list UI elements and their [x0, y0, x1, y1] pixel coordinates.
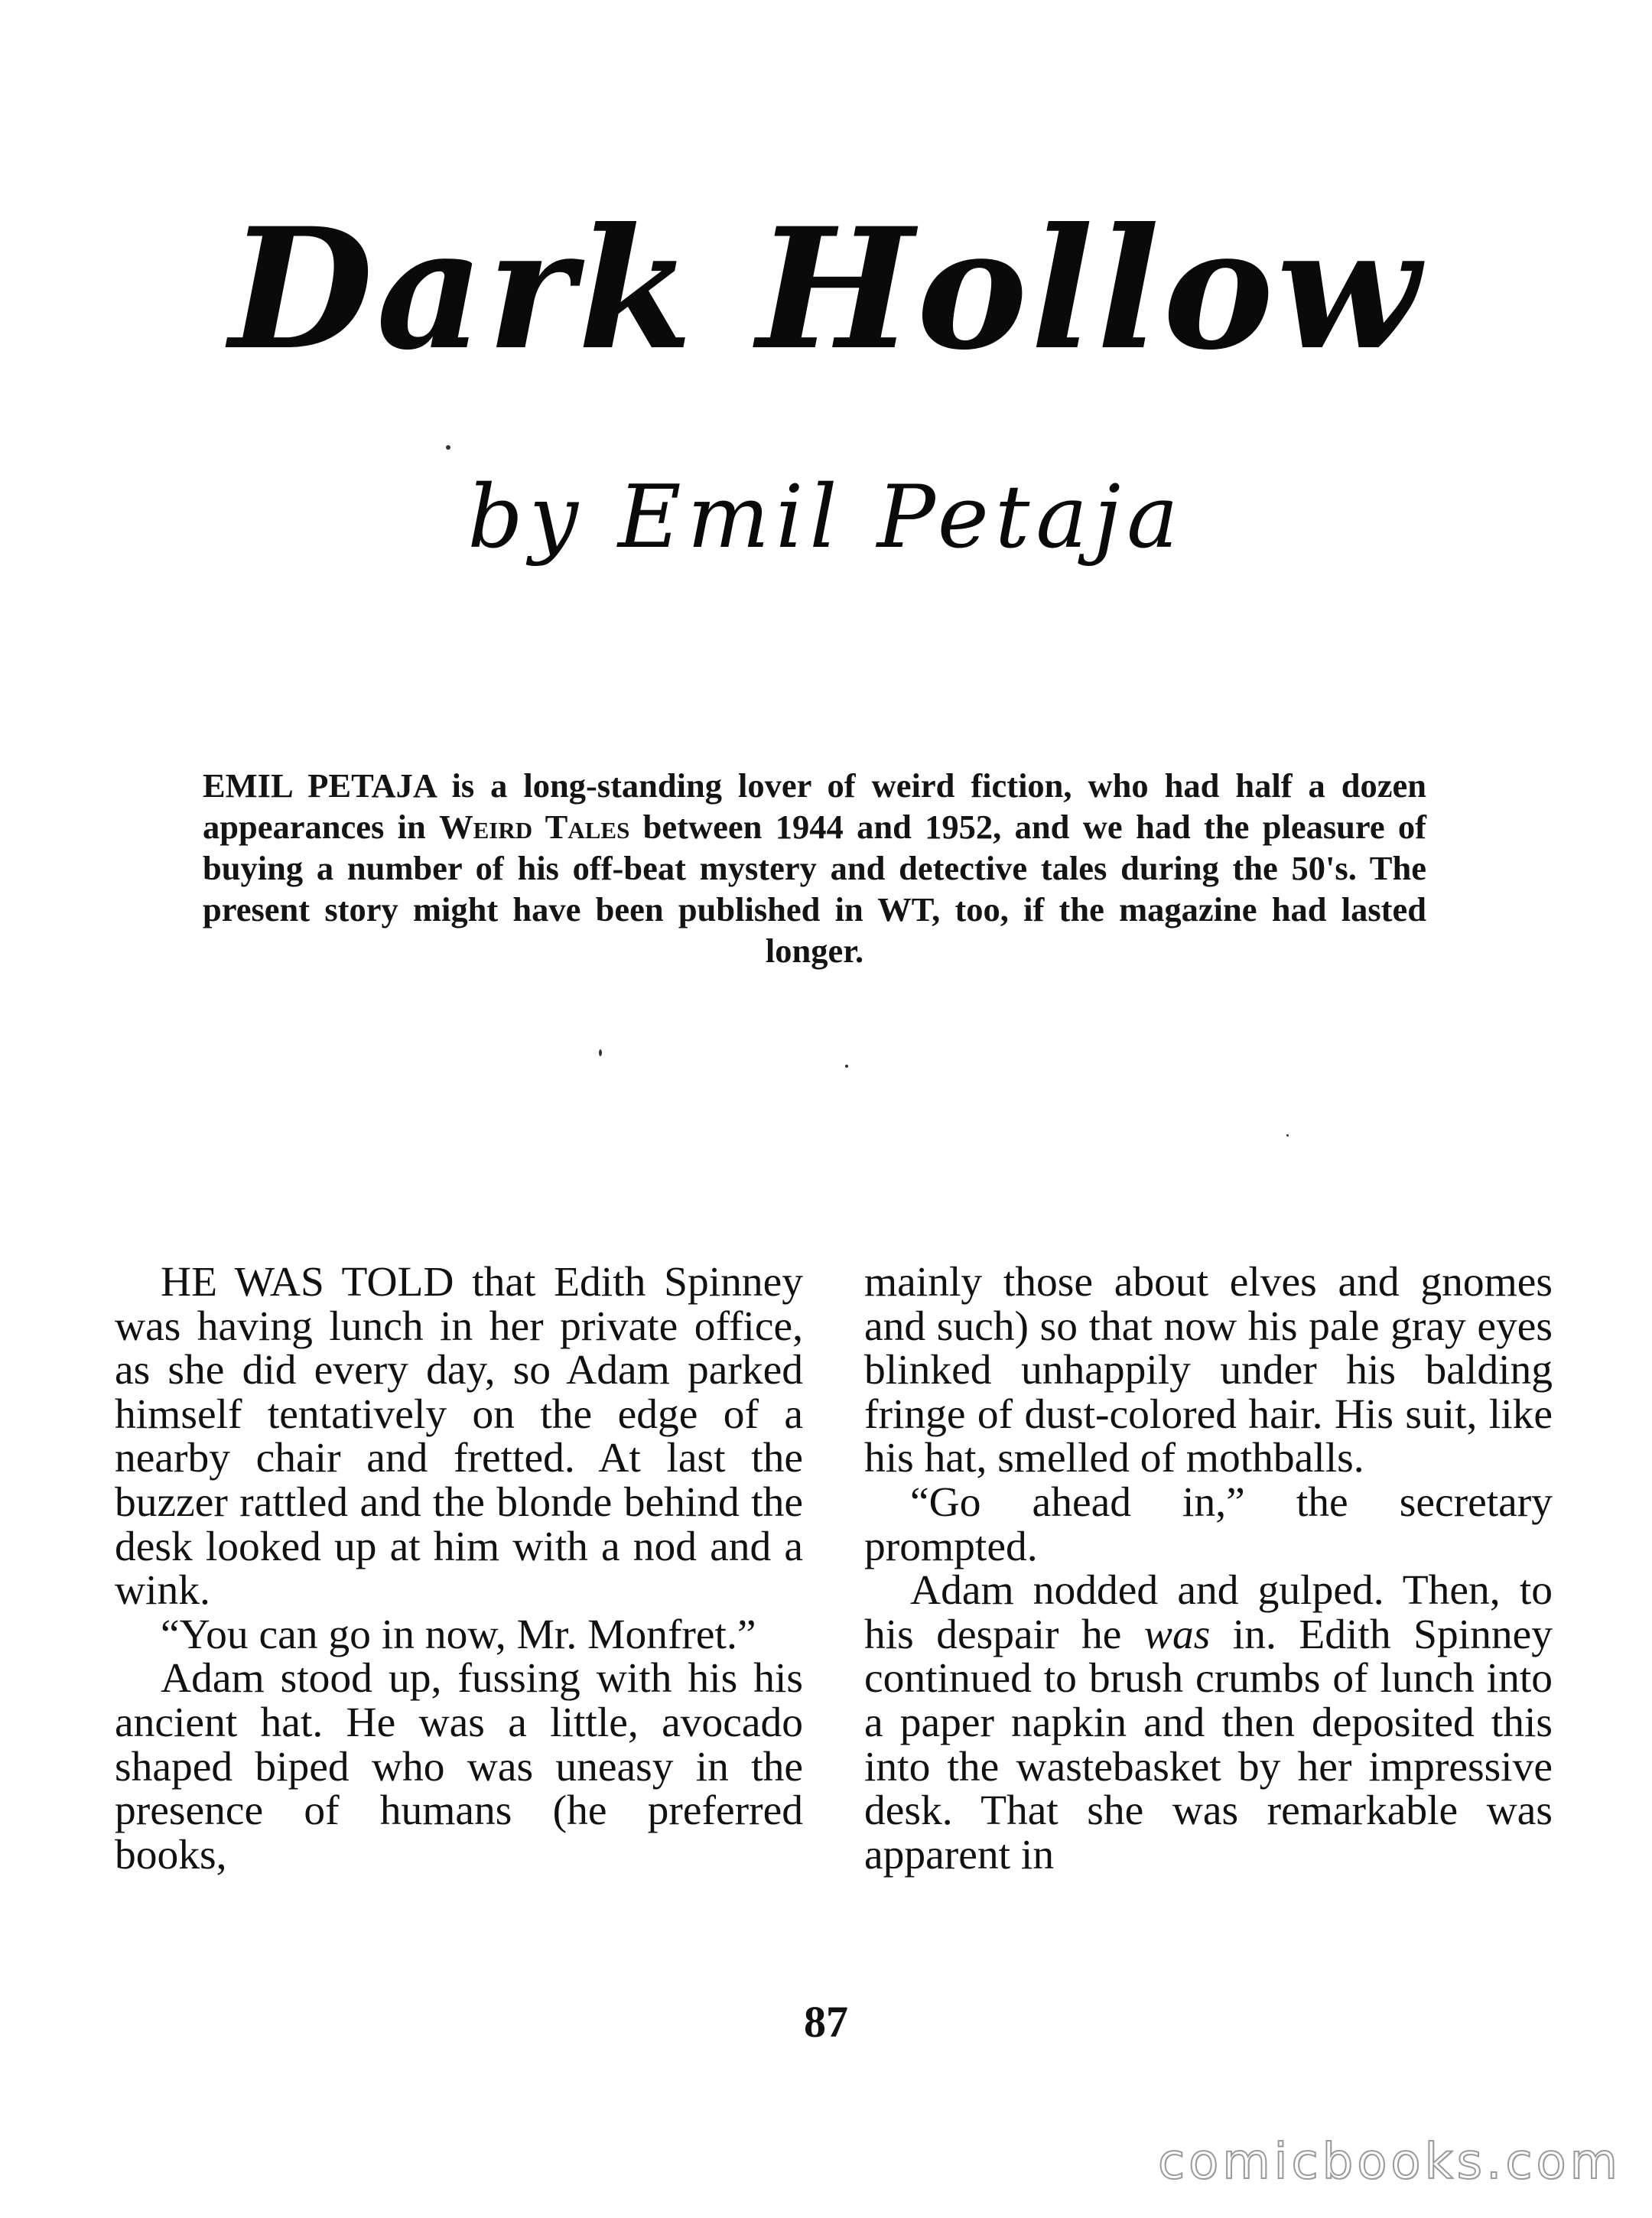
print-speck: [599, 1049, 602, 1056]
body-text: in. Edith Spinney continued to brush crumbs of lunch into a paper napkin and then deposited this into the wastebasket by her impressive desk. That she was remarkable was apparent in: [864, 1611, 1553, 1878]
body-paragraph: HE WAS TOLD that Edith Spinney was having lunch in her private office, as she did every day, so Adam parked himself tentatively on the edge of a nearby chair and fretted. At last the buzzer rattled and the blonde behind the desk looked up at him with a nod and a wink.: [115, 1259, 803, 1615]
body-text: Adam nodded and gulped. Then, to his despair he: [864, 1567, 1553, 1658]
print-speck: [845, 1065, 848, 1068]
print-speck: [1286, 1134, 1289, 1137]
body-column-left: [115, 1260, 803, 1877]
body-paragraph: “You can go in now, Mr. Monfret.”: [161, 1611, 756, 1658]
intro-text-start: EMIL PETAJA is a long-standing lover of weird fiction, who had half a dozen appearances in: [203, 766, 1426, 846]
story-title: Dark Hollow: [229, 192, 1423, 387]
watermark: comicbooks.com: [1157, 2134, 1621, 2190]
body-paragraph: [864, 1569, 1553, 1877]
print-speck: [446, 445, 450, 450]
page-number: 87: [804, 1997, 848, 2047]
body-paragraph-continued: mainly those about elves and gnomes and such) so that now his pale gray eyes blinked unhappily under his balding fringe of dust-colored hair. His suit, like his hat, smelled of mothballs.: [864, 1259, 1553, 1482]
intro-text-end: between 1944 and 1952, and we had the pleasure of buying a number of his off-beat mystery and detective tales during the 50's. The present story might have been published in WT, too, if the magazine had lasted longer.: [203, 808, 1426, 970]
emphasized-word: was: [1143, 1611, 1211, 1658]
body-column-right: [864, 1260, 1553, 1877]
intro-paragraph: [203, 765, 1426, 971]
body-paragraph: Adam stood up, fussing with his his ancient hat. He was a little, avocado shaped biped who was uneasy in the presence of humans (he preferred books,: [115, 1655, 803, 1878]
body-paragraph: “Go ahead in,” the secretary prompted.: [864, 1478, 1553, 1570]
editorial-intro: [203, 765, 1426, 971]
author-byline: by Emil Petaja: [467, 467, 1185, 568]
intro-magazine-name: Weird Tales: [439, 808, 630, 846]
